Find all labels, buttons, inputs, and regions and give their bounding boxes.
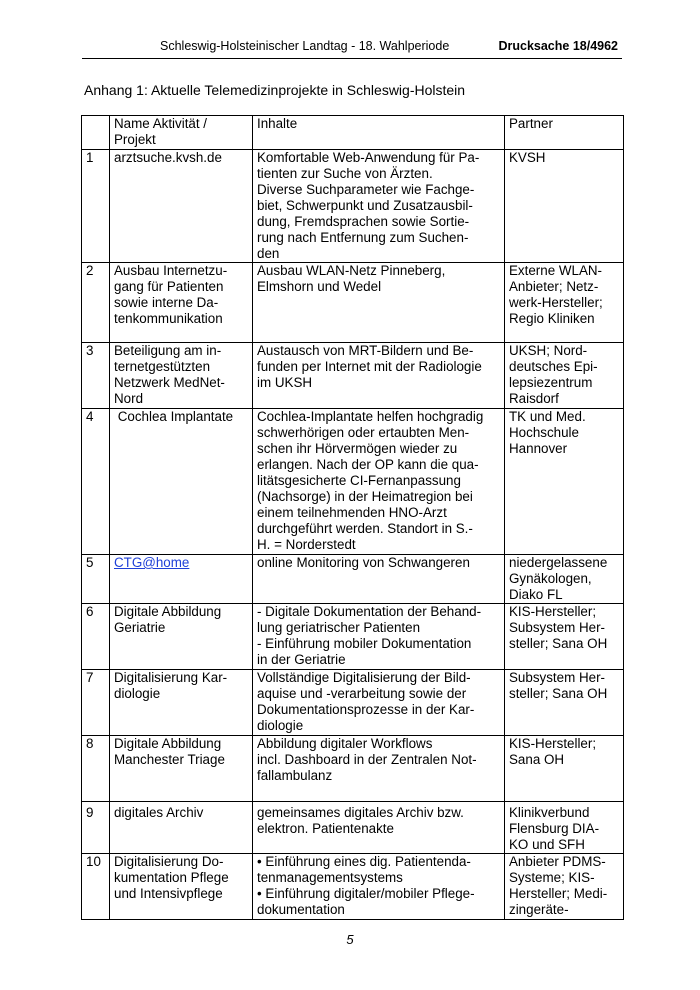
row-number: 8: [82, 736, 110, 802]
row-partner-text: KVSH: [509, 150, 546, 165]
table-row: [82, 555, 624, 604]
row-project-name: [110, 555, 253, 604]
row-partner-text: Klinikverbund Flensburg DIA- KO und SFH: [509, 805, 600, 852]
row-content-text: Ausbau WLAN-Netz Pinneberg, Elmshorn und Wedel: [257, 263, 446, 294]
row-content: [253, 802, 505, 854]
table-header-row: [82, 116, 624, 150]
row-content: [253, 604, 505, 670]
row-project-name-text: Ausbau Internetzu- gang für Patienten sowie interne Da- tenkommunikation: [114, 263, 228, 326]
row-partner: [505, 854, 624, 920]
header-cell-name: [110, 116, 253, 150]
row-content: [253, 409, 505, 555]
table-row: [82, 263, 624, 343]
row-project-name-text: digitales Archiv: [114, 805, 204, 820]
row-number: 6: [82, 604, 110, 670]
telemedicine-projects-table: [81, 115, 624, 920]
row-project-name: [110, 670, 253, 736]
row-content-text: Abbildung digitaler Workflows incl. Dashboard in der Zentralen Not- fallambulanz: [257, 736, 477, 783]
table-row: [82, 802, 624, 854]
row-content: [253, 555, 505, 604]
page-header: [82, 36, 622, 59]
row-content: [253, 150, 505, 263]
row-content-text: Cochlea-Implantate helfen hochgradig schwerhörigen oder ertaubten Men- schen ihr Hörvermögen wieder zu erlangen. Nach der OP kann die qua- litätsgesicherte CI-Fernanpassung (Nachsorge) in der Heimatregion bei einem teilnehmenden HNO-Arzt durchgeführt werden. Standort in S.- H. = Norderstedt: [257, 409, 484, 552]
row-partner: [505, 802, 624, 854]
row-project-name: [110, 150, 253, 263]
table-row: [82, 409, 624, 555]
row-partner: [505, 263, 624, 343]
row-content-text: Vollständige Digitalisierung der Bild- aquise und -verarbeitung sowie der Dokumentationsprozesse in der Kar- diologie: [257, 670, 475, 733]
table-row: [82, 670, 624, 736]
header-content-text: Inhalte: [257, 116, 298, 131]
row-number: 7: [82, 670, 110, 736]
row-content-text: Komfortable Web-Anwendung für Pa- tienten zur Suche von Ärzten. Diverse Suchparameter wie Fachge- biet, Schwerpunkt und Zusatzausbil- dung, Fremdsprachen sowie Sortie- rung nach Entfernung zum Suchen- den: [257, 150, 480, 261]
header-name-text: Name Aktivität / Projekt: [114, 116, 208, 147]
header-cell-content: [253, 116, 505, 150]
row-project-name-text: Digitale Abbildung Geriatrie: [114, 604, 222, 635]
table-row: [82, 604, 624, 670]
row-project-name: [110, 343, 253, 409]
row-project-name-text: Cochlea Implantate: [114, 409, 234, 424]
row-partner-text: UKSH; Nord- deutsches Epi- lepsiezentrum Raisdorf: [509, 343, 598, 406]
row-content-text: - Digitale Dokumentation der Behand- lung geriatrischer Patienten - Einführung mobiler Dokumentation in der Geriatrie: [257, 604, 482, 667]
row-content-text: • Einführung eines dig. Patientenda- tenmanagementsystems • Einführung digitaler/mobiler Pflege- dokumentation: [257, 854, 475, 917]
table-row: [82, 343, 624, 409]
row-project-name: [110, 854, 253, 920]
row-number: 2: [82, 263, 110, 343]
row-partner: [505, 343, 624, 409]
row-partner-text: TK und Med. Hochschule Hannover: [509, 409, 586, 456]
row-partner-text: Anbieter PDMS- Systeme; KIS- Hersteller; Medi- zingeräte-: [509, 854, 608, 917]
row-content-text: online Monitoring von Schwangeren: [257, 555, 470, 570]
table-row: [82, 150, 624, 263]
row-partner: [505, 150, 624, 263]
header-partner-text: Partner: [509, 116, 553, 131]
row-project-name-text: Digitalisierung Kar- diologie: [114, 670, 228, 701]
row-partner-text: Subsystem Her- steller; Sana OH: [509, 670, 608, 701]
row-partner-text: Externe WLAN- Anbieter; Netz- werk-Hersteller; Regio Kliniken: [509, 263, 603, 326]
row-project-name: [110, 263, 253, 343]
row-partner-text: niedergelassene Gynäkologen, Diako FL: [509, 555, 608, 602]
row-partner: [505, 409, 624, 555]
page-number: 5: [346, 932, 354, 947]
row-project-name: [110, 802, 253, 854]
row-content: [253, 670, 505, 736]
row-number: 3: [82, 343, 110, 409]
row-partner-text: KIS-Hersteller; Subsystem Her- steller; Sana OH: [509, 604, 608, 651]
row-content: [253, 854, 505, 920]
row-project-name-text: Digitalisierung Do- kumentation Pflege und Intensivpflege: [114, 854, 229, 901]
header-cell-number: [82, 116, 110, 150]
row-project-name: [110, 604, 253, 670]
row-number: 4: [82, 409, 110, 555]
document-number: Drucksache 18/4962: [498, 39, 618, 53]
row-project-name-text: Digitale Abbildung Manchester Triage: [114, 736, 225, 767]
row-project-name-text: Beteiligung am in- ternetgestützten Netzwerk MedNet- Nord: [114, 343, 225, 406]
header-title: Schleswig-Holsteinischer Landtag - 18. Wahlperiode: [160, 39, 450, 53]
row-number: 5: [82, 555, 110, 604]
row-number: 9: [82, 802, 110, 854]
header-cell-partner: [505, 116, 624, 150]
row-project-name: [110, 409, 253, 555]
row-project-name-text: arztsuche.kvsh.de: [114, 150, 222, 165]
row-number: 1: [82, 150, 110, 263]
row-content-text: gemeinsames digitales Archiv bzw. elektron. Patientenakte: [257, 805, 464, 836]
table-row: [82, 736, 624, 802]
row-project-name: [110, 736, 253, 802]
row-partner: [505, 736, 624, 802]
row-number: 10: [82, 854, 110, 920]
table-caption: Anhang 1: Aktuelle Telemedizinprojekte in Schleswig-Holstein: [84, 82, 466, 98]
row-content: [253, 736, 505, 802]
row-partner: [505, 555, 624, 604]
row-partner-text: KIS-Hersteller; Sana OH: [509, 736, 597, 767]
row-partner: [505, 670, 624, 736]
row-content-text: Austausch von MRT-Bildern und Be- funden per Internet mit der Radiologie im UKSH: [257, 343, 482, 390]
row-content: [253, 343, 505, 409]
ctg-home-link[interactable]: CTG@home: [114, 555, 190, 570]
row-content: [253, 263, 505, 343]
row-partner: [505, 604, 624, 670]
table-row: [82, 854, 624, 920]
